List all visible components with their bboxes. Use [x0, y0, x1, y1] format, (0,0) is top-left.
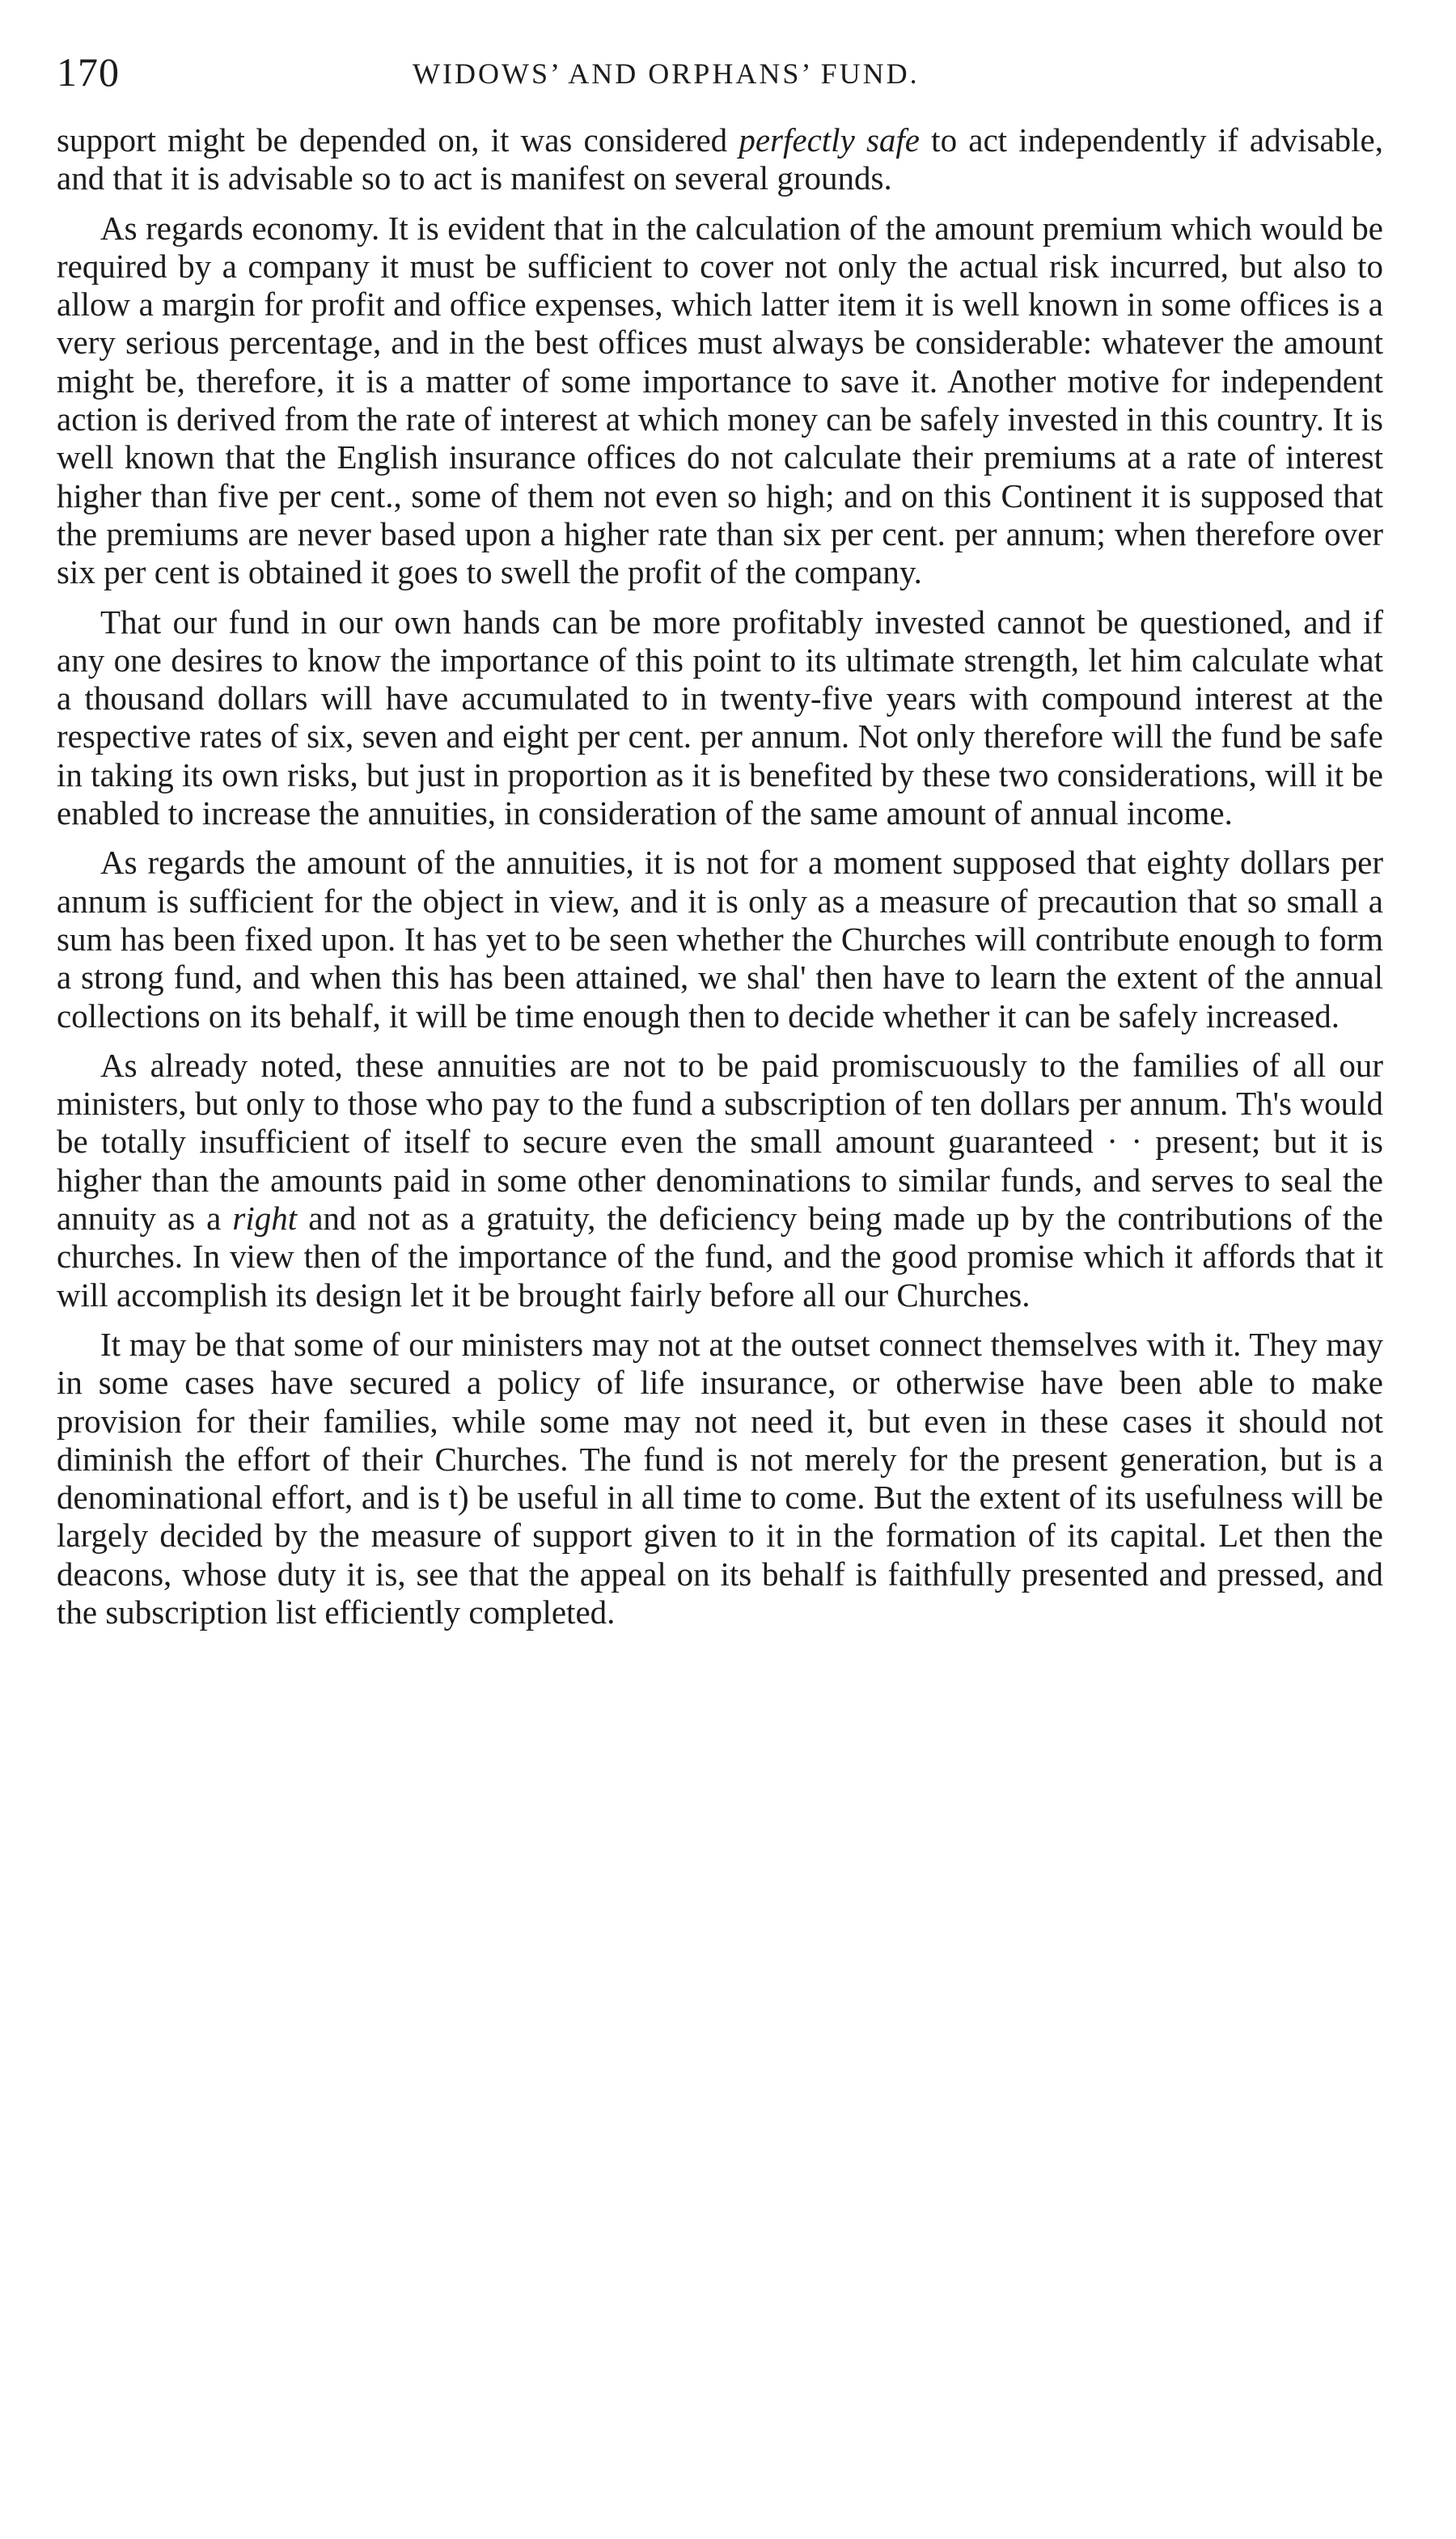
body-text — [57, 121, 1383, 1631]
running-title: WIDOWS’ AND ORPHANS’ FUND. — [413, 57, 920, 90]
paragraph: As regards economy. It is evident that in the calculation of the amount premium which would be required by a company it must be sufficient to cover not only the actual risk incurred, but also to allow a margin for profit and office expenses, which latter item it is well known in some offices is a very serious percentage, and in the best offices must always be considerable: whatever the amount might be, therefore, it is a matter of some importance to save it. Another motive for independent action is derived from the rate of interest at which money can be safely invested in this country. It is well known that the English insurance offices do not calculate their premiums at a rate of interest higher than five per cent., some of them not even so high; and on this Continent it is supposed that the premiums are never based upon a higher rate than six per cent. per annum; when therefore over six per cent is obtained it goes to swell the profit of the company. — [57, 209, 1383, 591]
running-head — [57, 49, 1383, 121]
paragraph-text: As already noted, these annuities are not to be paid promiscuously to the families of all our ministers, but only to those who pay to the fund a subscription of ten dollars per annum. Th's would be totally insufficient of itself to secure even the small amount guaranteed · · present; but it is higher than the amounts paid in some other denominations to similar funds, and serves to seal the annuity as a — [57, 1046, 1383, 1238]
paragraph — [57, 121, 1383, 198]
page-number: 170 — [57, 49, 120, 95]
paragraph: It may be that some of our ministers may not at the outset connect themselves with it. They may in some cases have secured a policy of life insurance, or otherwise have been able to make provision for their families, while some may not need it, but even in these cases it should not diminish the effort of their Churches. The fund is not merely for the present generation, but is a denominational effort, and is t) be useful in all time to come. But the extent of its usefulness will be largely decided by the measure of support given to it in the formation of its capital. Let then the deacons, whose duty it is, see that the appeal on its behalf is faithfully presented and pressed, and the subscription list efficiently completed. — [57, 1325, 1383, 1631]
paragraph-text: to act independently if advisable, and that it is advisable so to act is manifest on several grounds. — [57, 121, 1383, 197]
paragraph — [57, 1047, 1383, 1314]
paragraph-text: support might be depended on, it was considered — [57, 121, 739, 159]
paragraph: As regards the amount of the annuities, it is not for a moment supposed that eighty dollars per annum is sufficient for the object in view, and it is only as a measure of precaution that so small a sum has been fixed upon. It has yet to be seen whether the Churches will contribute enough to form a strong fund, and when this has been attained, we shal' then have to learn the extent of the annual collections on its behalf, it will be time enough then to decide whether it can be safely increased. — [57, 844, 1383, 1035]
book-page — [57, 49, 1383, 1643]
emphasized-text: right — [232, 1200, 298, 1238]
paragraph: That our fund in our own hands can be more profitably invested cannot be questioned, and if any one desires to know the importance of this point to its ultimate strength, let him calculate what a thousand dollars will have accumulated to in twenty-five years with compound interest at the respective rates of six, seven and eight per cent. per annum. Not only therefore will the fund be safe in taking its own risks, but just in proportion as it is benefited by these two considerations, will it be enabled to increase the annuities, in consideration of the same amount of annual income. — [57, 603, 1383, 832]
paragraph-text: and not as a gratuity, the deficiency being made up by the contributions of the churches. In view then of the importance of the fund, and the good promise which it affords that it will accomplish its design let it be brought fairly before all our Churches. — [57, 1200, 1383, 1314]
emphasized-text: perfectly safe — [739, 121, 920, 159]
